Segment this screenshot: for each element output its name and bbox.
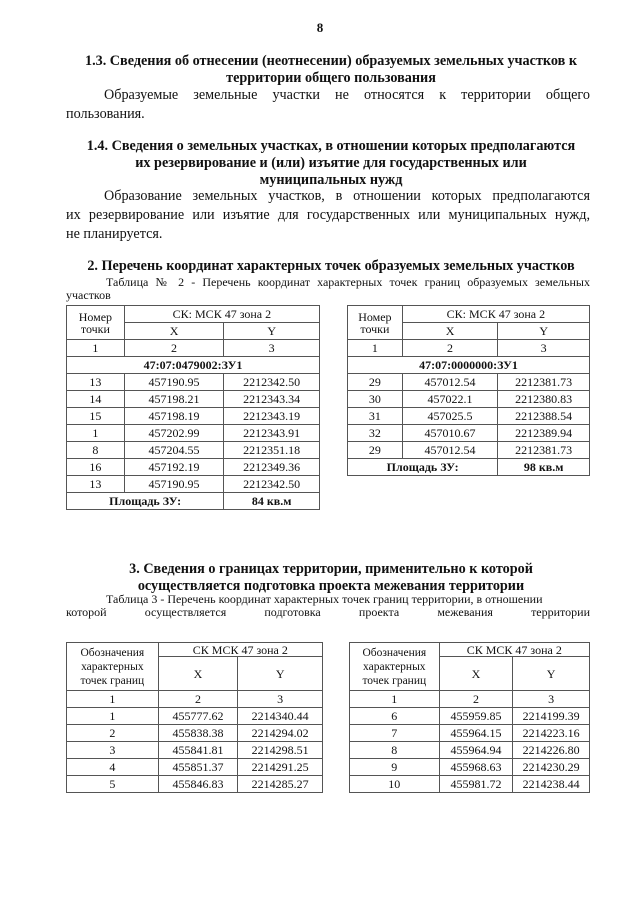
x-cell: 457190.95	[124, 374, 224, 391]
section-3-heading	[66, 561, 596, 595]
heading-line: территории общего пользования	[226, 70, 436, 86]
point-cell: 30	[348, 391, 403, 408]
col-y-header: Y	[224, 323, 320, 340]
col-x-header: X	[124, 323, 224, 340]
col-point-header: Номер точки	[348, 306, 403, 340]
col-x-header: X	[158, 657, 238, 691]
col-number: 2	[124, 340, 224, 357]
section-1-3-heading	[66, 53, 596, 87]
point-cell: 1	[67, 708, 159, 725]
table-row	[350, 725, 590, 742]
section-1-3-text	[66, 86, 590, 124]
y-cell: 2214226.80	[513, 742, 590, 759]
x-cell: 457198.21	[124, 391, 224, 408]
table-row	[67, 776, 323, 793]
x-cell: 457192.19	[124, 459, 224, 476]
y-cell: 2212349.36	[224, 459, 320, 476]
point-cell: 15	[67, 408, 125, 425]
table-row	[350, 759, 590, 776]
y-cell: 2212343.91	[224, 425, 320, 442]
y-cell: 2212388.54	[498, 408, 590, 425]
col-y-header: Y	[513, 657, 590, 691]
col-sk-header: СК: МСК 47 зона 2	[124, 306, 319, 323]
parcel-id: 47:07:0479002:ЗУ1	[67, 357, 320, 374]
coords-table-right	[347, 305, 590, 476]
x-cell: 455964.94	[439, 742, 513, 759]
col-x-header: X	[439, 657, 513, 691]
col-number: 1	[348, 340, 403, 357]
table-row	[67, 759, 323, 776]
table-row	[67, 408, 320, 425]
rows-2-left	[67, 374, 320, 493]
y-cell: 2212381.73	[498, 442, 590, 459]
point-cell: 14	[67, 391, 125, 408]
x-cell: 455851.37	[158, 759, 238, 776]
heading-line: муниципальных нужд	[259, 172, 403, 188]
col-point-header: Номер точки	[67, 306, 125, 340]
y-cell: 2214230.29	[513, 759, 590, 776]
table-row	[67, 725, 323, 742]
heading-line: 1.3. Сведения об отнесении (неотнесении) образуемых земельных участков к	[84, 53, 578, 69]
boundary-table-right	[349, 642, 590, 793]
point-cell: 9	[350, 759, 440, 776]
boundary-table-left	[66, 642, 323, 793]
x-cell: 457022.1	[402, 391, 498, 408]
table-row	[67, 391, 320, 408]
point-cell: 1	[67, 425, 125, 442]
table-row	[67, 742, 323, 759]
point-cell: 7	[350, 725, 440, 742]
text-line: Образуемые земельные участки не относятся к территории общего	[104, 87, 590, 103]
point-cell: 13	[67, 476, 125, 493]
x-cell: 455841.81	[158, 742, 238, 759]
point-cell: 4	[67, 759, 159, 776]
caption-line: участков	[66, 288, 111, 302]
point-cell: 13	[67, 374, 125, 391]
coords-table-left	[66, 305, 320, 510]
area-label: Площадь ЗУ:	[67, 493, 224, 510]
y-cell: 2214223.16	[513, 725, 590, 742]
caption-line: Таблица № 2 - Перечень координат характерных точек границ образуемых земельных	[106, 275, 590, 289]
table-row	[67, 459, 320, 476]
text-line: не планируется.	[66, 226, 163, 242]
area-value: 84 кв.м	[224, 493, 320, 510]
col-number: 2	[402, 340, 498, 357]
col-number: 3	[513, 691, 590, 708]
heading-line: осуществляется подготовка проекта межевания территории	[137, 578, 525, 594]
x-cell: 457198.19	[124, 408, 224, 425]
heading-line: 1.4. Сведения о земельных участках, в отношении которых предполагаются	[86, 138, 576, 154]
col-number: 2	[158, 691, 238, 708]
y-cell: 2214340.44	[238, 708, 323, 725]
col-number: 3	[498, 340, 590, 357]
caption-line: Таблица 3 - Перечень координат характерных точек границ территории, в отношении	[106, 592, 543, 606]
x-cell: 455777.62	[158, 708, 238, 725]
y-cell: 2212342.50	[224, 476, 320, 493]
area-value: 98 кв.м	[498, 459, 590, 476]
y-cell: 2214294.02	[238, 725, 323, 742]
rows-2-right	[348, 374, 590, 459]
col-sk-header: СК МСК 47 зона 2	[158, 643, 322, 657]
table-3-caption	[66, 593, 590, 619]
y-cell: 2212342.50	[224, 374, 320, 391]
point-cell: 29	[348, 442, 403, 459]
col-sk-header: СК: МСК 47 зона 2	[402, 306, 589, 323]
y-cell: 2212389.94	[498, 425, 590, 442]
caption-line: которой осуществляется подготовка проекта межевания территории	[66, 605, 590, 619]
section-1-4-text	[66, 187, 590, 244]
x-cell: 455968.63	[439, 759, 513, 776]
point-cell: 8	[350, 742, 440, 759]
x-cell: 455846.83	[158, 776, 238, 793]
col-number: 1	[350, 691, 440, 708]
x-cell: 457025.5	[402, 408, 498, 425]
col-x-header: X	[402, 323, 498, 340]
table-row	[348, 408, 590, 425]
point-cell: 29	[348, 374, 403, 391]
table-row	[67, 374, 320, 391]
table-row	[348, 425, 590, 442]
col-sk-header: СК МСК 47 зона 2	[439, 643, 589, 657]
x-cell: 457010.67	[402, 425, 498, 442]
parcel-id: 47:07:0000000:ЗУ1	[348, 357, 590, 374]
col-y-header: Y	[238, 657, 323, 691]
x-cell: 457012.54	[402, 442, 498, 459]
x-cell: 457190.95	[124, 476, 224, 493]
table-row	[67, 425, 320, 442]
table-row	[348, 391, 590, 408]
table-row	[67, 442, 320, 459]
x-cell: 457204.55	[124, 442, 224, 459]
col-number: 1	[67, 691, 159, 708]
y-cell: 2212351.18	[224, 442, 320, 459]
y-cell: 2212380.83	[498, 391, 590, 408]
point-cell: 8	[67, 442, 125, 459]
point-cell: 32	[348, 425, 403, 442]
y-cell: 2214285.27	[238, 776, 323, 793]
point-cell: 2	[67, 725, 159, 742]
heading-line: их резервирование и (или) изъятие для государственных или	[135, 155, 527, 171]
y-cell: 2214298.51	[238, 742, 323, 759]
x-cell: 457012.54	[402, 374, 498, 391]
point-cell: 31	[348, 408, 403, 425]
table-row	[67, 476, 320, 493]
col-point-header: Обозначения характерных точек границ	[350, 643, 440, 691]
x-cell: 455981.72	[439, 776, 513, 793]
point-cell: 3	[67, 742, 159, 759]
table-row	[350, 776, 590, 793]
col-number: 3	[238, 691, 323, 708]
table-2-caption	[66, 276, 590, 302]
y-cell: 2212343.19	[224, 408, 320, 425]
page-number: 8	[316, 20, 324, 35]
text-line: их резервирование или изъятие для государственных или муниципальных нужд,	[66, 207, 590, 223]
table-row	[348, 442, 590, 459]
y-cell: 2212381.73	[498, 374, 590, 391]
text-line: Образование земельных участков, в отношении которых предполагаются	[104, 188, 590, 204]
text-line: пользования.	[66, 106, 145, 122]
section-2-heading: 2. Перечень координат характерных точек образуемых земельных участков	[87, 258, 575, 274]
x-cell: 455838.38	[158, 725, 238, 742]
y-cell: 2214238.44	[513, 776, 590, 793]
rows-3-left	[67, 708, 323, 793]
col-number: 2	[439, 691, 513, 708]
table-row	[350, 742, 590, 759]
y-cell: 2214199.39	[513, 708, 590, 725]
point-cell: 5	[67, 776, 159, 793]
col-number: 1	[67, 340, 125, 357]
x-cell: 455964.15	[439, 725, 513, 742]
table-row	[67, 708, 323, 725]
col-number: 3	[224, 340, 320, 357]
table-row	[350, 708, 590, 725]
col-point-header: Обозначения характерных точек границ	[67, 643, 159, 691]
x-cell: 455959.85	[439, 708, 513, 725]
y-cell: 2214291.25	[238, 759, 323, 776]
point-cell: 16	[67, 459, 125, 476]
rows-3-right	[350, 708, 590, 793]
area-label: Площадь ЗУ:	[348, 459, 498, 476]
y-cell: 2212343.34	[224, 391, 320, 408]
point-cell: 6	[350, 708, 440, 725]
section-1-4-heading	[66, 138, 596, 189]
col-y-header: Y	[498, 323, 590, 340]
table-row	[348, 374, 590, 391]
heading-line: 3. Сведения о границах территории, применительно к которой	[129, 561, 533, 577]
point-cell: 10	[350, 776, 440, 793]
x-cell: 457202.99	[124, 425, 224, 442]
